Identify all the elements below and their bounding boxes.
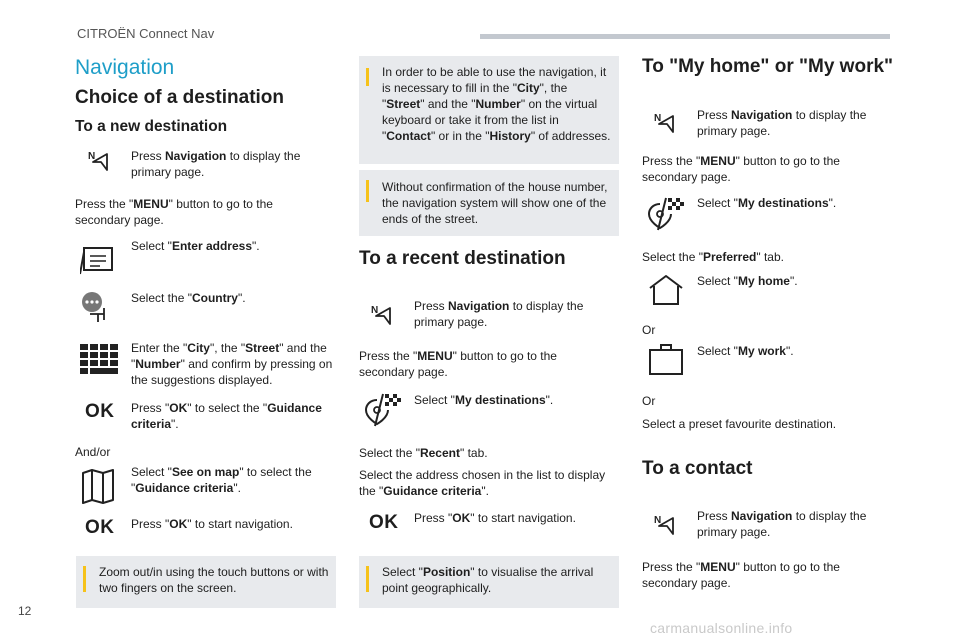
step-press-menu: Press the "MENU" button to go to the secondary page.: [359, 349, 557, 379]
step-my-destinations: Select "My destinations".: [697, 196, 837, 210]
home-icon: [648, 274, 684, 306]
step-recent-tab: Select the "Recent" tab.: [359, 446, 488, 460]
step-preferred-tab: Select the "Preferred" tab.: [642, 250, 784, 264]
heading-my-home-work: To "My home" or "My work": [642, 56, 894, 77]
svg-text:N: N: [88, 151, 96, 162]
ok-button-icon: OK: [85, 517, 115, 538]
step-preset-favourite: Select a preset favourite destination.: [642, 417, 837, 431]
note-zoom-text: Zoom out/in using the touch buttons or with two fingers on the screen.: [99, 565, 329, 595]
step-press-ok-start: Press "OK" to start navigation.: [414, 511, 576, 525]
note-house-number: [359, 170, 619, 236]
step-select-address: Select the address chosen in the list to display the "Guidance criteria".: [359, 468, 606, 498]
step-press-menu: Press the "MENU" button to go to the secondary page.: [75, 197, 273, 227]
heading-choice-destination: Choice of a destination: [75, 87, 285, 108]
keyboard-icon: [80, 344, 118, 374]
or-label: Or: [642, 394, 656, 408]
step-press-ok-guidance: Press "OK" to select the "Guidance criteria".: [131, 401, 322, 431]
map-icon: [81, 468, 115, 504]
step-press-menu: Press the "MENU" button to go to the secondary page.: [642, 154, 840, 184]
step-press-navigation: Press Navigation to display the primary page.: [414, 299, 584, 329]
ok-button-icon: OK: [85, 401, 115, 422]
and-or-label: And/or: [75, 445, 111, 459]
step-enter-city-street: Enter the "City", the "Street" and the "Number" and confirm by pressing on the suggestions displayed.: [131, 341, 333, 387]
step-press-navigation: Press Navigation to display the primary page.: [697, 108, 867, 138]
step-enter-address: Select "Enter address".: [131, 239, 260, 253]
header-bar: [480, 34, 890, 39]
info-marker: [366, 180, 369, 202]
note-position-text: Select "Position" to visualise the arrival point geographically.: [382, 565, 594, 595]
my-destinations-icon: [646, 196, 684, 232]
manual-title: CITROËN Connect Nav: [77, 26, 215, 41]
or-label: Or: [642, 323, 656, 337]
step-see-on-map: Select "See on map" to select the "Guidance criteria".: [131, 465, 312, 495]
note-zoom: [76, 556, 336, 608]
note-position: [359, 556, 619, 608]
watermark: carmanualsonline.info: [650, 620, 793, 636]
note-fill-city: [359, 56, 619, 164]
step-select-country: Select the "Country".: [131, 291, 246, 305]
navigation-icon: [371, 304, 393, 326]
heading-new-destination: To a new destination: [75, 118, 228, 135]
svg-text:N: N: [371, 305, 379, 316]
step-my-home: Select "My home".: [697, 274, 798, 288]
navigation-icon: [654, 112, 676, 134]
work-briefcase-icon: [648, 342, 684, 376]
navigation-icon: [654, 514, 676, 536]
step-my-work: Select "My work".: [697, 344, 794, 358]
step-press-navigation: Press Navigation to display the primary page.: [697, 509, 867, 539]
info-marker: [366, 566, 369, 592]
country-icon: [80, 290, 114, 324]
svg-text:N: N: [654, 113, 662, 124]
step-press-navigation: Press Navigation to display the primary page.: [131, 149, 301, 179]
info-marker: [83, 566, 86, 592]
section-title: Navigation: [75, 56, 175, 79]
note-house-number-text: Without confirmation of the house number, the navigation system will show one of the ends of the street.: [382, 180, 608, 226]
my-destinations-icon: [363, 392, 401, 428]
page-number: 12: [18, 604, 32, 618]
step-press-menu: Press the "MENU" button to go to the secondary page.: [642, 560, 840, 590]
enter-address-icon: [80, 244, 116, 276]
step-press-ok-start: Press "OK" to start navigation.: [131, 517, 293, 531]
note-fill-city-text: In order to be able to use the navigation, it is necessary to fill in the "City", the "Street" and the "Number" on the virtual keyboard or take it from the list in "Contact" or in the "History" of addresses.: [382, 65, 611, 143]
heading-to-a-contact: To a contact: [642, 458, 753, 479]
ok-button-icon: OK: [369, 512, 399, 533]
step-my-destinations: Select "My destinations".: [414, 393, 554, 407]
info-marker: [366, 68, 369, 86]
heading-recent-destination: To a recent destination: [359, 248, 566, 269]
svg-text:N: N: [654, 515, 662, 526]
navigation-icon: [88, 150, 110, 172]
